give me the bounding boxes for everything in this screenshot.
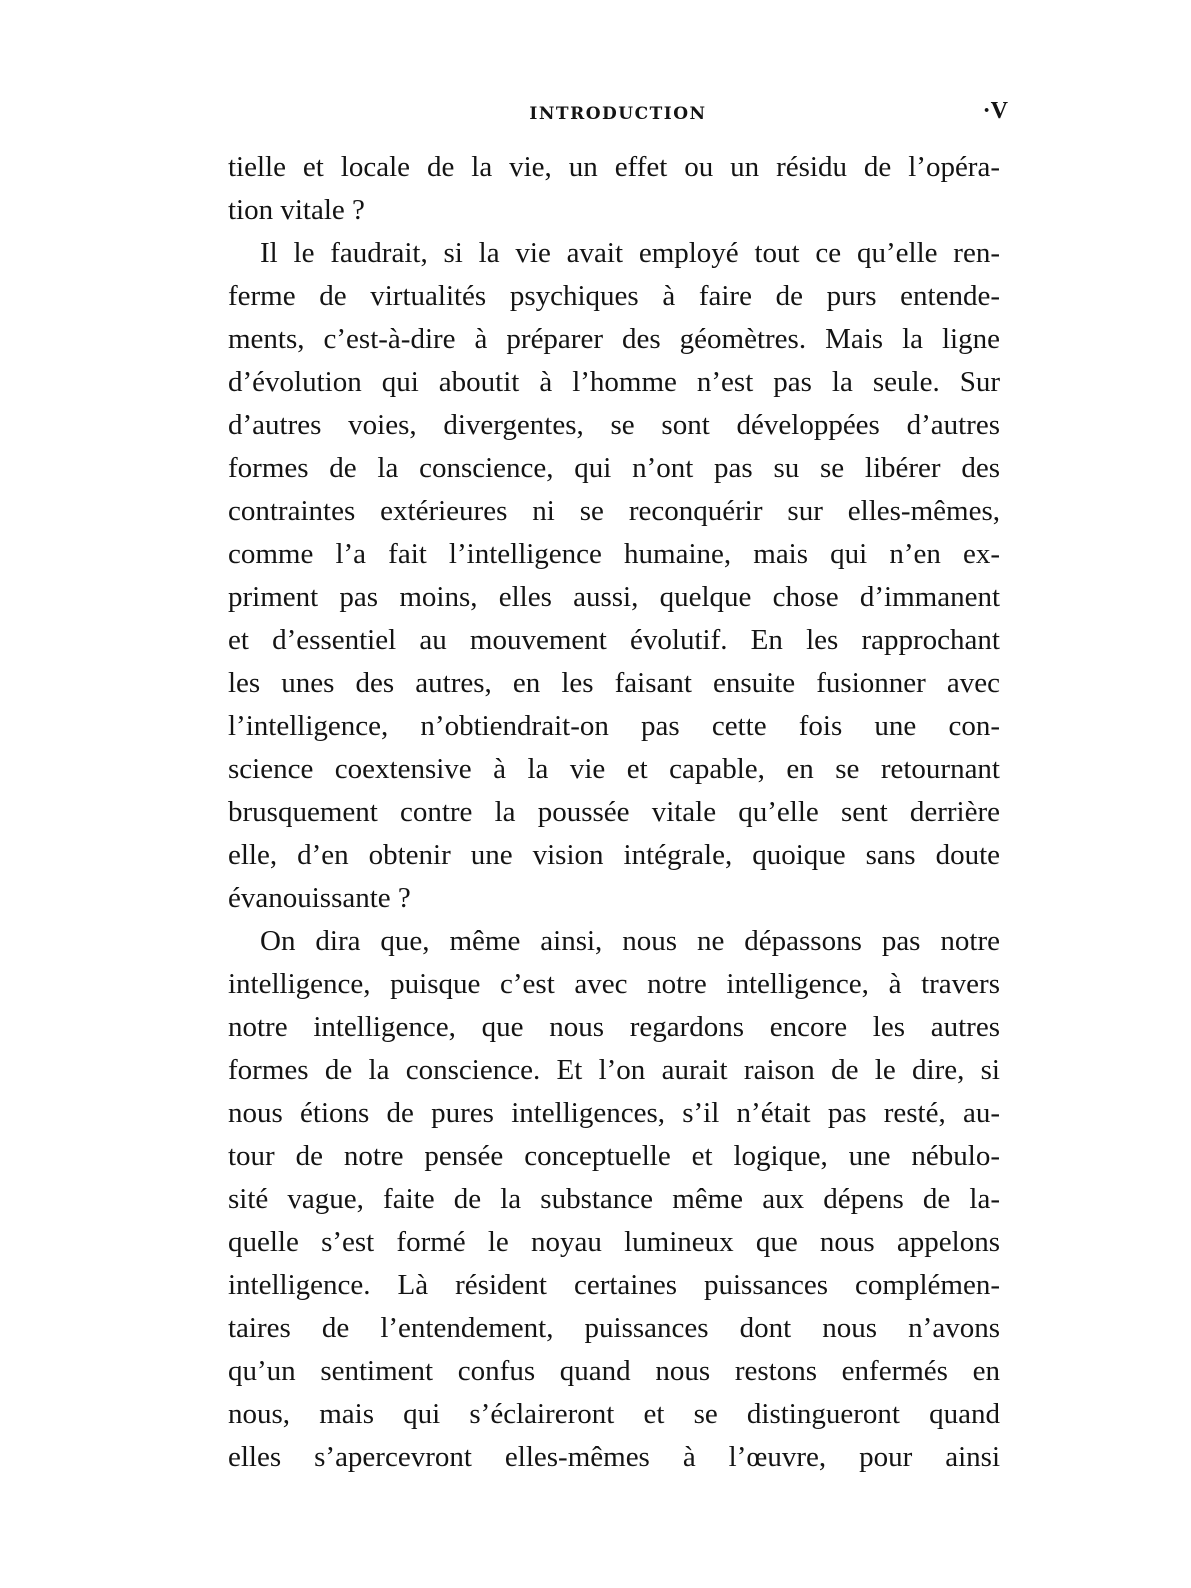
text-line: comme l’a fait l’intelligence humaine, mais qui n’en ex- [228, 538, 1000, 570]
text-line: formes de la conscience, qui n’ont pas su se libérer des [228, 452, 1000, 484]
text-line: l’intelligence, n’obtiendrait-on pas cette fois une con- [228, 710, 1000, 742]
text-line: taires de l’entendement, puissances dont nous n’avons [228, 1312, 1000, 1344]
text-line: d’évolution qui aboutit à l’homme n’est pas la seule. Sur [228, 366, 1000, 398]
running-head-title: INTRODUCTION [529, 104, 707, 124]
text-line: priment pas moins, elles aussi, quelque chose d’immanent [228, 581, 1000, 613]
text-line: contraintes extérieures ni se reconquérir sur elles-mêmes, [228, 495, 1000, 527]
text-line: ferme de virtualités psychiques à faire de purs entende- [228, 280, 1000, 312]
text-line: tielle et locale de la vie, un effet ou un résidu de l’opéra- [228, 151, 1000, 183]
text-line: tour de notre pensée conceptuelle et logique, une nébulo- [228, 1140, 1000, 1172]
text-line: sité vague, faite de la substance même aux dépens de la- [228, 1183, 1000, 1215]
text-line: science coextensive à la vie et capable, en se retournant [228, 753, 1000, 785]
body-text [228, 146, 1000, 1479]
text-line: d’autres voies, divergentes, se sont développées d’autres [228, 409, 1000, 441]
page-number: ·V [982, 98, 1008, 124]
text-line: On dira que, même ainsi, nous ne dépassons pas notre [260, 925, 1000, 957]
text-line: ments, c’est-à-dire à préparer des géomètres. Mais la ligne [228, 323, 1000, 355]
text-line: nous, mais qui s’éclaireront et se distingueront quand [228, 1398, 1000, 1430]
text-line: tion vitale ? [228, 194, 365, 226]
running-head [228, 98, 1008, 128]
text-line: elles s’apercevront elles-mêmes à l’œuvre, pour ainsi [228, 1441, 1000, 1473]
text-line: brusquement contre la poussée vitale qu’elle sent derrière [228, 796, 1000, 828]
text-line: elle, d’en obtenir une vision intégrale, quoique sans doute [228, 839, 1000, 871]
text-line: nous étions de pures intelligences, s’il n’était pas resté, au- [228, 1097, 1000, 1129]
text-line: quelle s’est formé le noyau lumineux que nous appelons [228, 1226, 1000, 1258]
text-line: formes de la conscience. Et l’on aurait raison de le dire, si [228, 1054, 1000, 1086]
text-line: intelligence. Là résident certaines puissances complémen- [228, 1269, 1000, 1301]
text-line: intelligence, puisque c’est avec notre intelligence, à travers [228, 968, 1000, 1000]
text-line: qu’un sentiment confus quand nous restons enfermés en [228, 1355, 1000, 1387]
text-line: Il le faudrait, si la vie avait employé tout ce qu’elle ren- [260, 237, 1000, 269]
text-line: et d’essentiel au mouvement évolutif. En les rapprochant [228, 624, 1000, 656]
text-line: évanouissante ? [228, 882, 411, 914]
text-line: les unes des autres, en les faisant ensuite fusionner avec [228, 667, 1000, 699]
text-line: notre intelligence, que nous regardons encore les autres [228, 1011, 1000, 1043]
